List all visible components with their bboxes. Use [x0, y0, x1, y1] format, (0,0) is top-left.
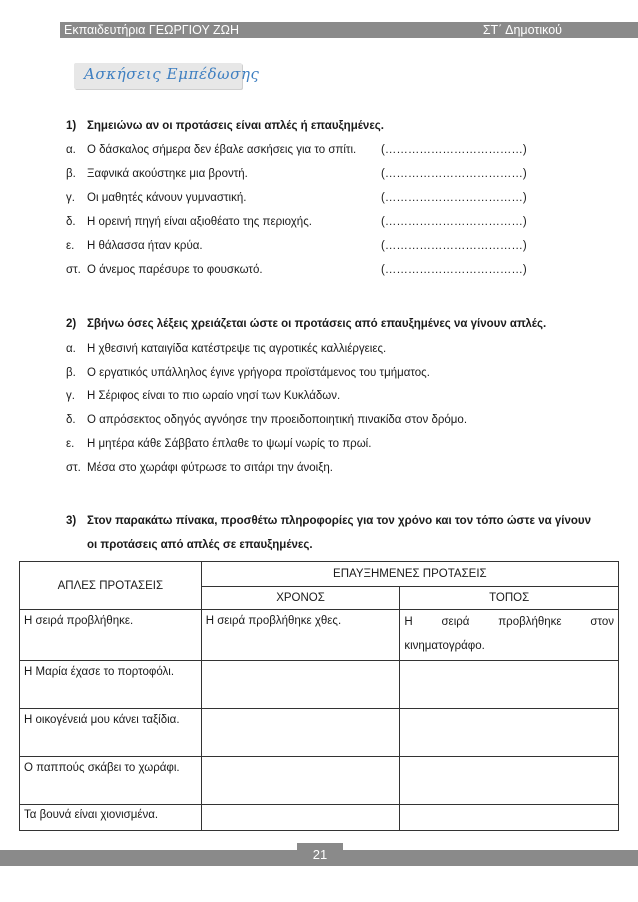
- table-row: [20, 610, 619, 661]
- place-cell[interactable]: [400, 805, 619, 831]
- place-cell[interactable]: [400, 661, 619, 709]
- q1-item-label: γ.: [66, 192, 75, 204]
- q2-item-label: ε.: [66, 438, 75, 450]
- q1-item-label: δ.: [66, 216, 76, 228]
- time-cell[interactable]: Η σειρά προβλήθηκε χθες.: [201, 610, 400, 661]
- q1-item-text: Οι μαθητές κάνουν γυμναστική.: [87, 192, 247, 204]
- q2-item-label: γ.: [66, 390, 75, 402]
- simple-sentence-cell: Η οικογένειά μου κάνει ταξίδια.: [20, 709, 202, 757]
- header-bar-extension: [578, 22, 638, 38]
- q2-item-text: Η Σέριφος είναι το πιο ωραίο νησί των Κυκλάδων.: [87, 390, 341, 402]
- header-place: ΤΟΠΟΣ: [400, 586, 619, 610]
- q3-title-line2: οι προτάσεις από απλές σε επαυξημένες.: [87, 539, 313, 551]
- q1-answer-blank[interactable]: (………………………………): [381, 240, 527, 252]
- q1-answer-blank[interactable]: (………………………………): [381, 144, 527, 156]
- q1-item-text: Ξαφνικά ακούστηκε μια βροντή.: [87, 168, 248, 180]
- time-cell[interactable]: [201, 805, 400, 831]
- q3-title-line1: Στον παρακάτω πίνακα, προσθέτω πληροφορίες για τον χρόνο και τον τόπο ώστε να γίνουν: [87, 515, 591, 527]
- q1-item-label: στ.: [66, 264, 81, 276]
- q2-item-label: β.: [66, 367, 76, 379]
- header-simple-sentences: ΑΠΛΕΣ ΠΡΟΤΑΣΕΙΣ: [20, 562, 202, 610]
- q1-item-label: α.: [66, 144, 76, 156]
- time-cell[interactable]: [201, 757, 400, 805]
- q2-item-text: Ο απρόσεκτος οδηγός αγνόησε την προειδοποιητική πινακίδα στον δρόμο.: [87, 414, 468, 426]
- place-text-line2: κινηματογράφο.: [404, 640, 485, 652]
- q1-answer-blank[interactable]: (………………………………): [381, 192, 527, 204]
- page-number: 21: [297, 843, 343, 866]
- table-row: [20, 805, 619, 831]
- q1-item-text: Ο άνεμος παρέσυρε το φουσκωτό.: [87, 264, 263, 276]
- q1-item-label: ε.: [66, 240, 75, 252]
- header-time: ΧΡΟΝΟΣ: [201, 586, 400, 610]
- q2-item-text: Μέσα στο χωράφι φύτρωσε το σιτάρι την άνοιξη.: [87, 462, 333, 474]
- q2-item-label: δ.: [66, 414, 76, 426]
- table-row: [20, 709, 619, 757]
- simple-sentence-cell: Τα βουνά είναι χιονισμένα.: [20, 805, 202, 831]
- q1-answer-blank[interactable]: (………………………………): [381, 168, 527, 180]
- q2-number: 2): [66, 318, 77, 330]
- q1-item-text: Η θάλασσα ήταν κρύα.: [87, 240, 203, 252]
- sentence-table: [19, 561, 619, 831]
- header-extended-sentences: ΕΠΑΥΞΗΜΕΝΕΣ ΠΡΟΤΑΣΕΙΣ: [201, 562, 618, 587]
- q2-item-text: Ο εργατικός υπάλληλος έγινε γρήγορα προϊστάμενος του τμήματος.: [87, 367, 430, 379]
- q1-item-text: Η ορεινή πηγή είναι αξιοθέατο της περιοχής.: [87, 216, 312, 228]
- place-cell[interactable]: [400, 757, 619, 805]
- grade-label: ΣΤ΄ Δημοτικού: [482, 23, 562, 37]
- q2-item-text: Η χθεσινή καταιγίδα κατέστρεψε τις αγροτικές καλλιέργειες.: [87, 343, 387, 355]
- place-cell[interactable]: [400, 610, 619, 661]
- q1-number: 1): [66, 120, 77, 132]
- q2-title: Σβήνω όσες λέξεις χρειάζεται ώστε οι προτάσεις από επαυξημένες να γίνουν απλές.: [87, 318, 547, 330]
- q2-item-label: α.: [66, 343, 76, 355]
- table-row: [20, 661, 619, 709]
- q1-answer-blank[interactable]: (………………………………): [381, 264, 527, 276]
- place-cell[interactable]: [400, 709, 619, 757]
- q1-answer-blank[interactable]: (………………………………): [381, 216, 527, 228]
- q1-title: Σημειώνω αν οι προτάσεις είναι απλές ή επαυξημένες.: [87, 120, 384, 132]
- time-cell[interactable]: [201, 661, 400, 709]
- table-row: [20, 757, 619, 805]
- place-text-line1: Η σειρά προβλήθηκε στον: [404, 616, 614, 628]
- school-name: Εκπαιδευτήρια ΓΕΩΡΓΙΟΥ ΖΩΗ: [64, 23, 240, 37]
- q1-item-text: Ο δάσκαλος σήμερα δεν έβαλε ασκήσεις για το σπίτι.: [87, 144, 357, 156]
- simple-sentence-cell: Ο παππούς σκάβει το χωράφι.: [20, 757, 202, 805]
- q2-item-label: στ.: [66, 462, 81, 474]
- header-bar: [60, 22, 578, 38]
- q1-item-label: β.: [66, 168, 76, 180]
- q2-item-text: Η μητέρα κάθε Σάββατο έπλαθε το ψωμί νωρίς το πρωί.: [87, 438, 372, 450]
- time-cell[interactable]: [201, 709, 400, 757]
- q3-number: 3): [66, 515, 77, 527]
- simple-sentence-cell: Η Μαρία έχασε το πορτοφόλι.: [20, 661, 202, 709]
- section-title: Ασκήσεις Εμπέδωσης: [84, 65, 260, 83]
- simple-sentence-cell: Η σειρά προβλήθηκε.: [20, 610, 202, 661]
